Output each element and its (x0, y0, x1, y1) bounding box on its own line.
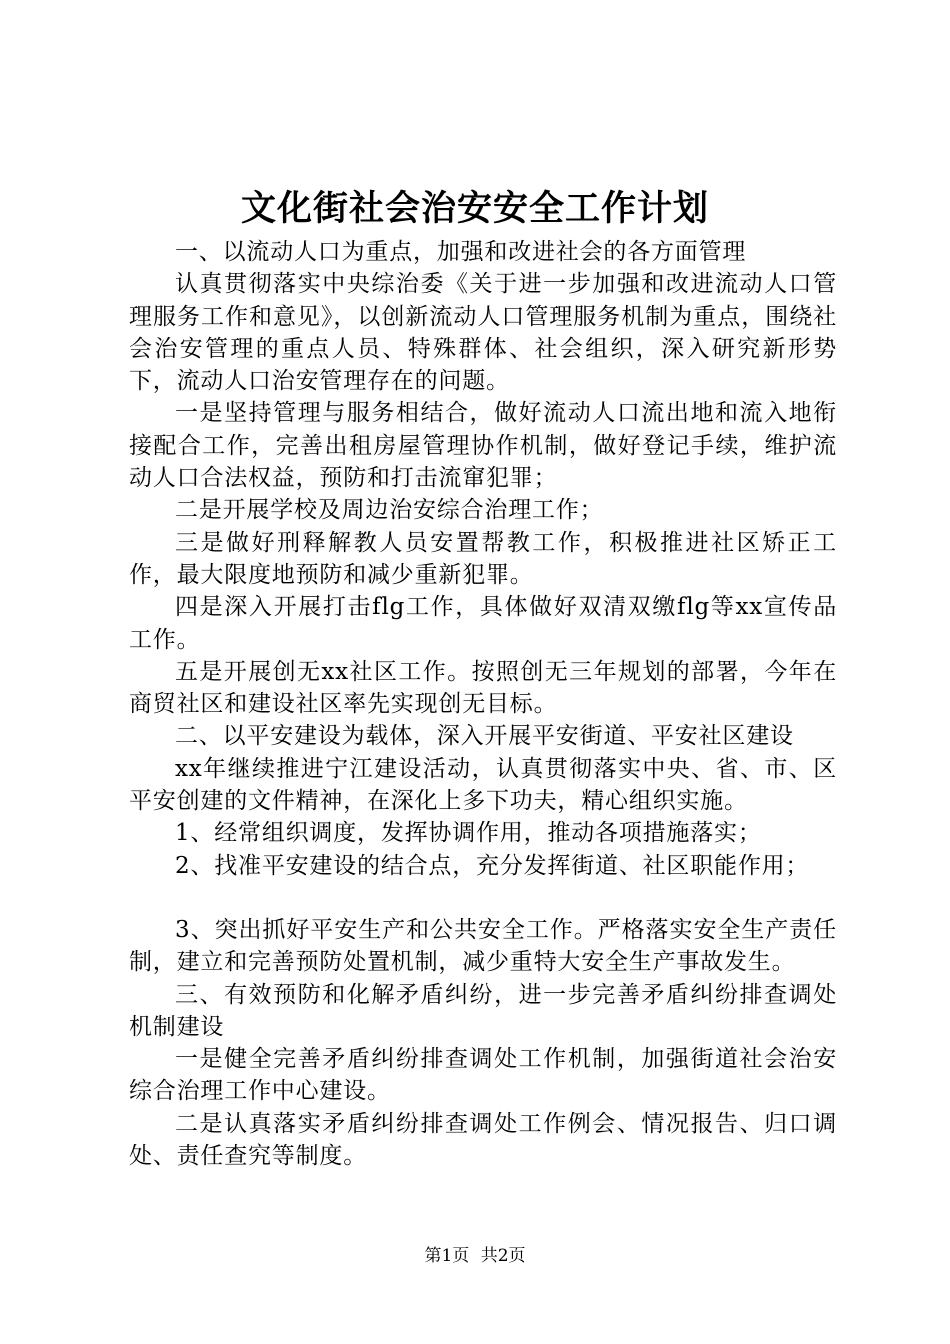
page-footer (0, 1244, 950, 1268)
paragraph: 认真贯彻落实中央综治委《关于进一步加强和改进流动人口管理服务工作和意见》，以创新流动人口管理服务机制为重点，围绕社会治安管理的重点人员、特殊群体、社会组织，深入研究新形势下，流动人口治安管理存在的问题。 (129, 271, 837, 395)
paragraph: 四是深入开展打击flg工作，具体做好双清双缴flg等xx宣传品工作。 (129, 594, 837, 653)
list-item: 1、经常组织调度，发挥协调作用，推动各项措施落实； (175, 820, 762, 847)
list-item: 2、找准平安建设的结合点，充分发挥街道、社区职能作用； (175, 852, 810, 879)
paragraph: xx年继续推进宁江建设活动，认真贯彻落实中央、省、市、区平安创建的文件精神，在深化上多下功夫，精心组织实施。 (129, 755, 837, 815)
section-heading-2: 二、以平安建设为载体，深入开展平安街道、平安社区建设 (175, 723, 794, 750)
paragraph: 五是开展创无xx社区工作。按照创无三年规划的部署，今年在商贸社区和建设社区率先实现创无目标。 (129, 658, 837, 718)
paragraph: 一是健全完善矛盾纠纷排查调处工作机制，加强街道社会治安综合治理工作中心建设。 (129, 1046, 837, 1105)
paragraph: 三是做好刑释解教人员安置帮教工作，积极推进社区矫正工作，最大限度地预防和减少重新犯罪。 (129, 529, 837, 588)
section-heading-3: 三、有效预防和化解矛盾纠纷，进一步完善矛盾纠纷排查调处机制建设 (129, 981, 837, 1040)
document-body (129, 236, 837, 1172)
list-item: 3、突出抓好平安生产和公共安全工作。严格落实安全生产责任制，建立和完善预防处置机制，减少重特大安全生产事故发生。 (129, 916, 837, 976)
paragraph: 一是坚持管理与服务相结合，做好流动人口流出地和流入地衔接配合工作，完善出租房屋管理协作机制，做好登记手续，维护流动人口合法权益，预防和打击流窜犯罪； (129, 400, 837, 492)
page-total: 共2页 (480, 1246, 526, 1266)
document-title: 文化街社会治安安全工作计划 (240, 188, 709, 229)
page-number: 第1页 (424, 1246, 470, 1266)
paragraph: 二是认真落实矛盾纠纷排查调处工作例会、情况报告、归口调处、责任查究等制度。 (129, 1110, 837, 1170)
section-heading-1: 一、以流动人口为重点，加强和改进社会的各方面管理 (175, 239, 747, 265)
paragraph: 二是开展学校及周边治安综合治理工作； (175, 497, 604, 524)
